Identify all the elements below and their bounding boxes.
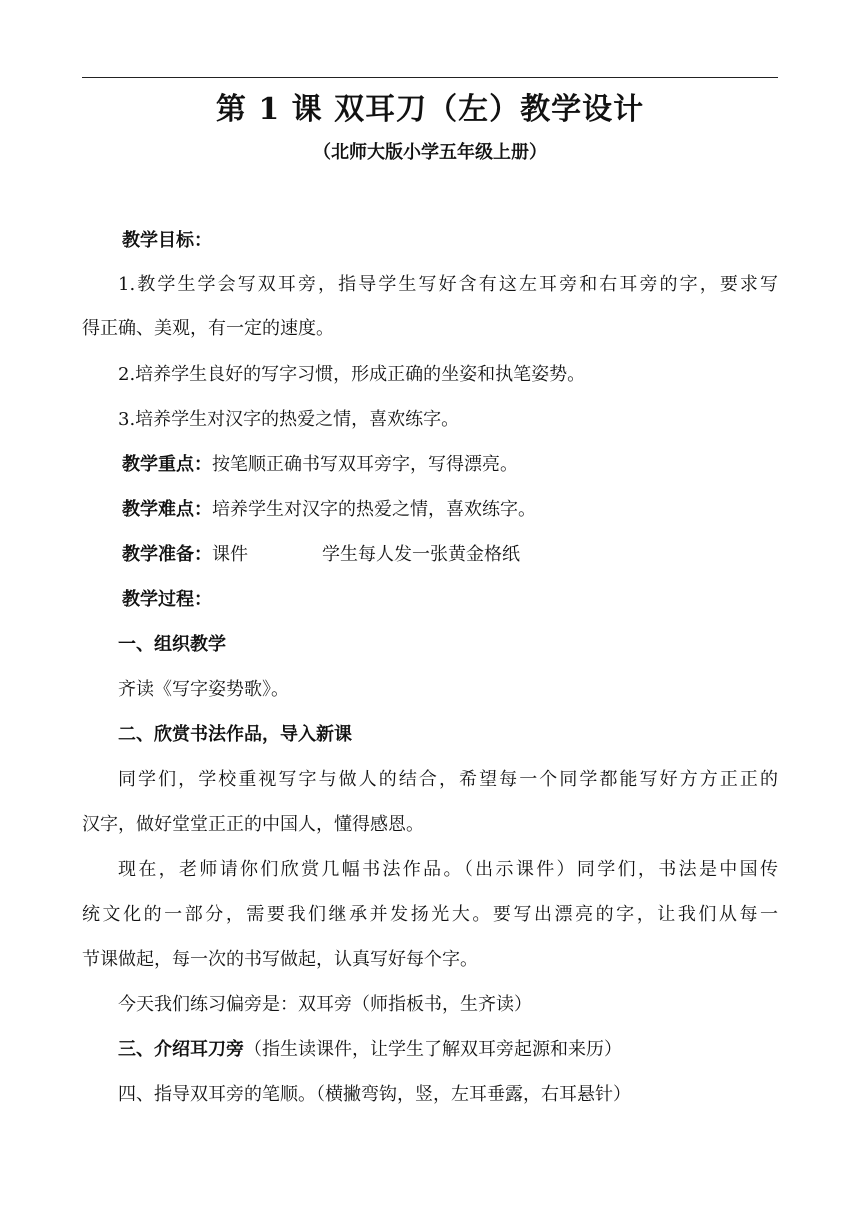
step-3 [118, 1038, 622, 1062]
step-3-title: 三、介绍耳刀旁 [118, 1039, 244, 1060]
paragraph-2-line-3: 节课做起，每一次的书写做起，认真写好每个字。 [82, 949, 478, 970]
key-point [122, 453, 518, 477]
objective-3: 3.培养学生对汉字的热爱之情，喜欢练字。 [118, 409, 460, 430]
difficulty [122, 498, 536, 522]
preparation-label: 教学准备： [122, 544, 212, 565]
preparation-item-1: 课件 [212, 544, 248, 565]
document-subtitle: （北师大版小学五年级上册） [313, 142, 547, 163]
step-2-title: 二、欣赏书法作品，导入新课 [118, 724, 352, 745]
paragraph-1-line-1: 同学们，学校重视写字与做人的结合，希望每一个同学都能写好方方正正的 [118, 769, 778, 790]
step-3-text: （指生读课件，让学生了解双耳旁起源和来历） [244, 1039, 622, 1060]
difficulty-text: 培养学生对汉字的热爱之情，喜欢练字。 [212, 499, 536, 520]
step-1-text: 齐读《写字姿势歌》。 [118, 679, 289, 700]
objective-1-line-2: 得正确、美观，有一定的速度。 [82, 318, 334, 339]
process-heading: 教学过程： [122, 589, 212, 610]
paragraph-2-line-1: 现在，老师请你们欣赏几幅书法作品。（出示课件）同学们，书法是中国传 [118, 859, 778, 880]
step-4: 四、指导双耳旁的笔顺。（横撇弯钩，竖，左耳垂露，右耳悬针） [118, 1084, 631, 1105]
step-1-title: 一、组织教学 [118, 634, 226, 655]
paragraph-2-line-2: 统文化的一部分，需要我们继承并发扬光大。要写出漂亮的字，让我们从每一 [82, 904, 778, 925]
objective-1-line-1: 1.教学生学会写双耳旁，指导学生写好含有这左耳旁和右耳旁的字，要求写 [118, 274, 778, 295]
difficulty-label: 教学难点： [122, 499, 212, 520]
header-rule [82, 77, 778, 78]
key-point-label: 教学重点： [122, 454, 212, 475]
preparation [122, 543, 520, 567]
objectives-heading: 教学目标： [122, 230, 212, 251]
objective-2: 2.培养学生良好的写字习惯，形成正确的坐姿和执笔姿势。 [118, 364, 586, 385]
key-point-text: 按笔顺正确书写双耳旁字，写得漂亮。 [212, 454, 518, 475]
paragraph-1-line-2: 汉字，做好堂堂正正的中国人，懂得感恩。 [82, 814, 424, 835]
preparation-item-2: 学生每人发一张黄金格纸 [322, 544, 520, 565]
document-title: 第 1 课 双耳刀（左）教学设计 [215, 92, 645, 127]
paragraph-3: 今天我们练习偏旁是：双耳旁（师指板书，生齐读） [118, 994, 532, 1015]
